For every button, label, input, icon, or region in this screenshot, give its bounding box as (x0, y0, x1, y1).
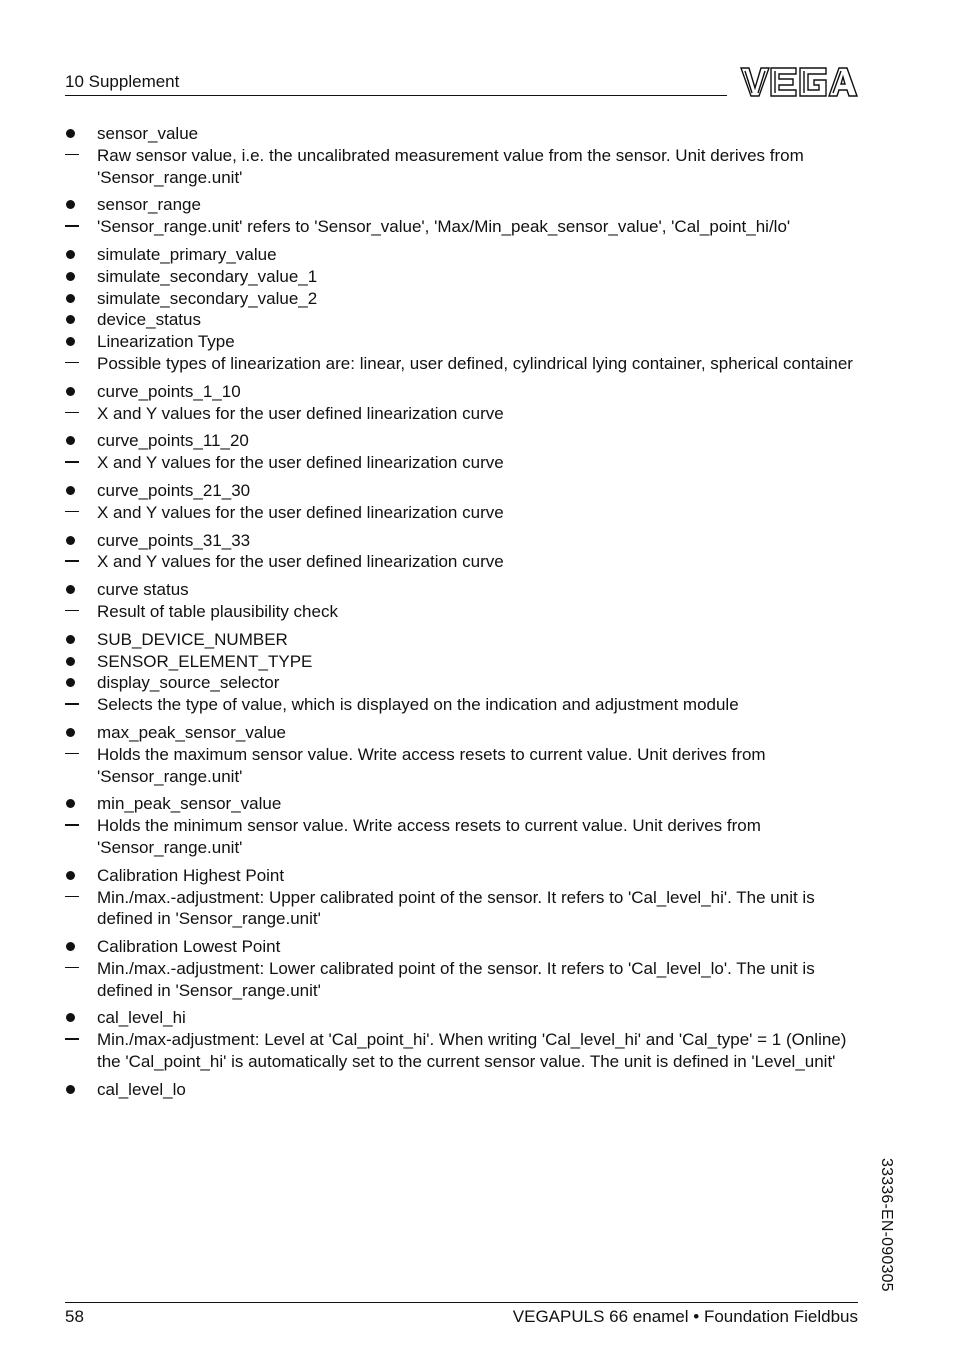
parameter-description-item (65, 216, 858, 238)
parameter-description-item (65, 694, 858, 716)
item-text: curve_points_11_20 (97, 431, 249, 451)
parameter-name-item (65, 1079, 858, 1101)
parameter-description-item (65, 958, 858, 1002)
item-text: Calibration Highest Point (97, 865, 285, 885)
item-text: curve_points_1_10 (97, 381, 241, 401)
vega-logo (740, 66, 858, 98)
parameter-name-item (65, 244, 858, 266)
item-text: display_source_selector (97, 673, 280, 693)
item-text: Result of table plausibility check (97, 601, 338, 621)
parameter-name-item (65, 865, 858, 887)
parameter-name-item (65, 1007, 858, 1029)
item-text: 'Sensor_range.unit' refers to 'Sensor_value', 'Max/Min_peak_sensor_value', 'Cal_point_hi/lo' (97, 217, 791, 237)
parameter-name-item (65, 266, 858, 288)
parameter-name-item (65, 480, 858, 502)
item-text: Min./max.-adjustment: Lower calibrated point of the sensor. It refers to 'Cal_level_lo'. The unit is defined in 'Sensor_range.unit' (97, 958, 815, 1000)
footer-divider (65, 1302, 858, 1303)
item-text: X and Y values for the user defined linearization curve (97, 552, 504, 572)
parameter-description-item (65, 815, 858, 859)
parameter-list (65, 123, 858, 1101)
parameter-description-item (65, 1029, 858, 1073)
parameter-name-item (65, 123, 858, 145)
parameter-name-item (65, 936, 858, 958)
section-header: 10 Supplement (65, 72, 727, 96)
parameter-description-item (65, 145, 858, 189)
parameter-name-item (65, 288, 858, 310)
item-text: curve status (97, 580, 189, 600)
parameter-name-item (65, 309, 858, 331)
document-code: 33336-EN-090305 (878, 1158, 895, 1292)
item-text: SUB_DEVICE_NUMBER (97, 629, 288, 649)
item-text: X and Y values for the user defined linearization curve (97, 453, 504, 473)
item-text: simulate_secondary_value_1 (97, 266, 318, 286)
item-text: simulate_secondary_value_2 (97, 288, 318, 308)
item-text: sensor_value (97, 124, 199, 143)
parameter-name-item (65, 629, 858, 651)
item-text: SENSOR_ELEMENT_TYPE (97, 651, 313, 671)
parameter-description-item (65, 551, 858, 573)
item-text: Holds the minimum sensor value. Write access resets to current value. Unit derives from 'Sensor_range.unit' (97, 816, 761, 857)
item-text: Possible types of linearization are: linear, user defined, cylindrical lying container, spherical container (97, 353, 853, 373)
item-text: simulate_primary_value (97, 244, 277, 264)
item-text: Raw sensor value, i.e. the uncalibrated measurement value from the sensor. Unit derives from 'Sensor_range.unit' (97, 145, 804, 187)
item-text: Min./max-adjustment: Level at 'Cal_point_hi'. When writing 'Cal_level_hi' and 'Cal_type' = 1 (Online) the 'Cal_point_hi' is automatically set to the current sensor value. The unit is defined in 'Level_unit' (97, 1030, 847, 1072)
item-text: max_peak_sensor_value (97, 722, 287, 742)
parameter-name-item (65, 381, 858, 403)
item-text: X and Y values for the user defined linearization curve (97, 502, 504, 522)
item-text: sensor_range (97, 195, 201, 215)
item-text: curve_points_31_33 (97, 530, 251, 550)
parameter-description-item (65, 744, 858, 788)
parameter-name-item (65, 530, 858, 552)
parameter-name-item (65, 793, 858, 815)
item-text: min_peak_sensor_value (97, 794, 282, 814)
item-text: cal_level_lo (97, 1079, 186, 1099)
parameter-name-item (65, 722, 858, 744)
item-text: Holds the maximum sensor value. Write access resets to current value. Unit derives from 'Sensor_range.unit' (97, 744, 766, 786)
item-text: cal_level_hi (97, 1008, 186, 1028)
item-text: Min./max.-adjustment: Upper calibrated point of the sensor. It refers to 'Cal_level_hi'. The unit is defined in 'Sensor_range.unit' (97, 887, 815, 929)
parameter-description-item (65, 502, 858, 524)
parameter-name-item (65, 651, 858, 673)
parameter-description-item (65, 403, 858, 425)
footer-title: VEGAPULS 66 enamel • Foundation Fieldbus (512, 1307, 858, 1326)
item-text: Calibration Lowest Point (97, 937, 281, 957)
item-text: Linearization Type (97, 332, 235, 352)
parameter-description-item (65, 353, 858, 375)
item-text: curve_points_21_30 (97, 480, 251, 500)
parameter-name-item (65, 194, 858, 216)
parameter-description-item (65, 601, 858, 623)
item-text: Selects the type of value, which is displayed on the indication and adjustment module (97, 695, 739, 715)
parameter-name-item (65, 331, 858, 353)
item-text: X and Y values for the user defined linearization curve (97, 403, 504, 423)
parameter-description-item (65, 887, 858, 931)
parameter-name-item (65, 579, 858, 601)
parameter-description-item (65, 452, 858, 474)
parameter-name-item (65, 430, 858, 452)
page-number: 58 (65, 1307, 84, 1326)
parameter-name-item (65, 672, 858, 694)
item-text: device_status (97, 310, 201, 330)
